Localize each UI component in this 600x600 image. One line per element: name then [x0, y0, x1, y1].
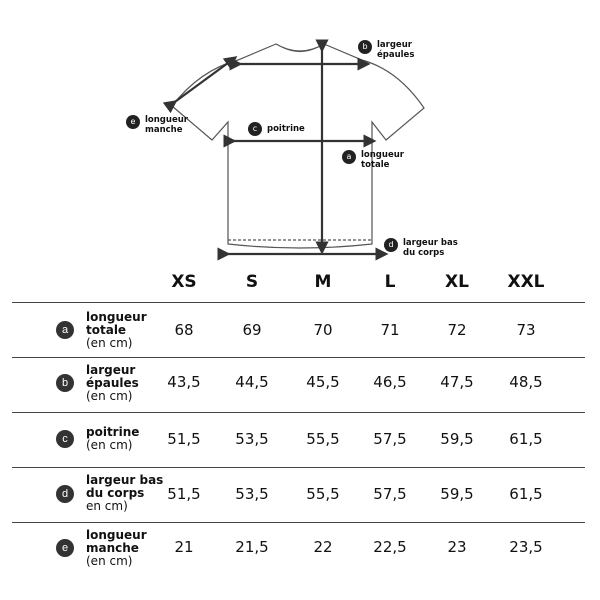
table-cell: 69 — [242, 321, 262, 339]
table-cell: 23 — [447, 538, 467, 556]
table-cell: 57,5 — [373, 485, 407, 503]
table-cell: 59,5 — [440, 485, 474, 503]
table-divider — [12, 522, 585, 523]
row-label-text: longueur totale — [86, 310, 147, 337]
row-badge: b — [56, 374, 74, 392]
table-cell: 51,5 — [167, 485, 201, 503]
diagram-label-e — [126, 115, 188, 135]
table-cell: 59,5 — [440, 430, 474, 448]
label-badge: b — [358, 40, 372, 54]
table-row — [0, 305, 600, 357]
label-text: largeur épaules — [377, 40, 415, 60]
diagram-label-d — [384, 238, 458, 258]
table-divider — [12, 467, 585, 468]
table-cell: 48,5 — [509, 373, 543, 391]
label-text: longueur manche — [145, 115, 188, 135]
diagram-label-c — [248, 122, 305, 136]
diagram-label-a — [342, 150, 404, 170]
table-cell: 61,5 — [509, 485, 543, 503]
label-text: poitrine — [267, 124, 305, 134]
table-cell: 22,5 — [373, 538, 407, 556]
table-cell: 53,5 — [235, 485, 269, 503]
table-divider — [12, 412, 585, 413]
table-row — [0, 470, 600, 522]
size-header: XS — [171, 272, 197, 292]
table-cell: 73 — [516, 321, 536, 339]
table-cell: 55,5 — [306, 430, 340, 448]
table-row — [0, 360, 600, 412]
table-cell: 22 — [313, 538, 333, 556]
size-header: S — [245, 272, 259, 292]
table-cell: 21 — [174, 538, 194, 556]
table-cell: 21,5 — [235, 538, 269, 556]
label-badge: e — [126, 115, 140, 129]
row-unit: (en cm) — [86, 389, 133, 403]
size-header: M — [314, 272, 332, 292]
label-badge: c — [248, 122, 262, 136]
row-badge: d — [56, 485, 74, 503]
table-cell: 72 — [447, 321, 467, 339]
table-cell: 43,5 — [167, 373, 201, 391]
row-badge: c — [56, 430, 74, 448]
table-row — [0, 415, 600, 467]
table-cell: 61,5 — [509, 430, 543, 448]
label-badge: d — [384, 238, 398, 252]
row-unit: (en cm) — [86, 438, 133, 452]
table-cell: 46,5 — [373, 373, 407, 391]
table-cell: 45,5 — [306, 373, 340, 391]
row-label — [86, 426, 139, 452]
size-header: XXL — [507, 272, 545, 292]
table-cell: 68 — [174, 321, 194, 339]
row-label-text: longueur manche — [86, 528, 147, 555]
table-cell: 57,5 — [373, 430, 407, 448]
table-cell: 44,5 — [235, 373, 269, 391]
measure-line-sleeve — [172, 60, 232, 104]
row-unit: (en cm) — [86, 554, 133, 568]
table-cell: 71 — [380, 321, 400, 339]
size-header: L — [384, 272, 396, 292]
row-label-text: largeur bas du corps — [86, 473, 164, 500]
row-label — [86, 364, 139, 403]
table-cell: 23,5 — [509, 538, 543, 556]
table-divider — [12, 357, 585, 358]
row-label-text: largeur épaules — [86, 363, 139, 390]
table-cell: 70 — [313, 321, 333, 339]
label-text: largeur bas du corps — [403, 238, 458, 258]
row-label-text: poitrine — [86, 425, 140, 439]
row-unit: en cm) — [86, 499, 128, 513]
diagram-label-b — [358, 40, 414, 60]
table-cell: 53,5 — [235, 430, 269, 448]
row-badge: a — [56, 321, 74, 339]
label-badge: a — [342, 150, 356, 164]
row-label — [86, 529, 147, 568]
table-cell: 51,5 — [167, 430, 201, 448]
table-divider — [12, 302, 585, 303]
table-cell: 47,5 — [440, 373, 474, 391]
table-row — [0, 525, 600, 580]
size-header: XL — [445, 272, 469, 292]
row-label — [86, 311, 147, 350]
size-header-row — [0, 272, 600, 296]
row-label — [86, 474, 163, 513]
row-unit: (en cm) — [86, 336, 133, 350]
row-badge: e — [56, 539, 74, 557]
table-cell: 55,5 — [306, 485, 340, 503]
tshirt-outline — [172, 44, 424, 248]
label-text: longueur totale — [361, 150, 404, 170]
